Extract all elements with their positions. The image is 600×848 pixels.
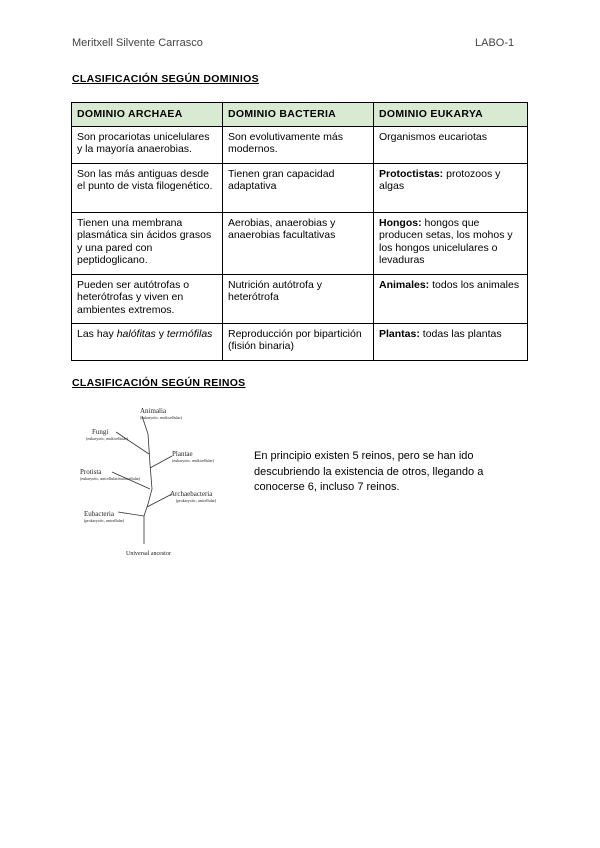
table-row [72, 274, 528, 323]
phylogenetic-tree [80, 404, 230, 566]
cell-eukarya [374, 274, 528, 323]
termofilas-term: termófilas [166, 327, 213, 340]
cell-archaea: Pueden ser autótrofas o heterótrofas y viven en ambientes extremos. [72, 274, 223, 323]
eukarya-desc: hongos que producen setas, los mohos y los hongos unicelulares o levaduras [379, 216, 513, 266]
cell-eukarya [374, 212, 528, 274]
eukarya-group: Protoctistas: [379, 167, 444, 180]
halofitas-term: halófitas [116, 327, 156, 340]
domains-section-title: CLASIFICACIÓN SEGÚN DOMINIOS [72, 73, 259, 85]
col-header-bacteria: DOMINIO BACTERIA [223, 103, 374, 127]
eukarya-desc: todos los animales [429, 278, 520, 291]
branch-archaebacteria [147, 494, 172, 507]
eukarya-desc: todas las plantas [419, 327, 502, 340]
branch-plantae [150, 456, 172, 468]
cell-archaea: Son procariotas unicelulares y la mayoría anaerobias. [72, 126, 223, 163]
node-fungi-sub: (eukaryotic, multicellular) [86, 436, 128, 441]
node-animalia: Animalia [140, 407, 167, 415]
node-animalia-sub: (eukaryotic, multicellular) [140, 415, 182, 420]
cell-archaea [72, 323, 223, 360]
cell-eukarya [374, 126, 528, 163]
archaea-text: Las hay [77, 327, 117, 340]
cell-eukarya [374, 323, 528, 360]
eukarya-group: Hongos: [379, 216, 422, 229]
eukarya-group: Plantas: [379, 327, 420, 340]
tree-root: Universal ancestor [126, 551, 171, 557]
node-eubacteria: Eubacteria [84, 510, 114, 518]
table-row [72, 163, 528, 212]
table-row [72, 212, 528, 274]
node-plantae-sub: (eukaryotic, multicellular) [172, 458, 214, 463]
eukarya-desc: Organismos eucariotas [379, 130, 487, 143]
kingdoms-section-title: CLASIFICACIÓN SEGÚN REINOS [72, 377, 246, 389]
kingdoms-paragraph: En principio existen 5 reinos, pero se han ido descubriendo la existencia de otros, llegando a conocerse 6, incluso 7 reinos. [254, 450, 484, 493]
cell-archaea: Tienen una membrana plasmática sin ácidos grasos y una pared con peptidoglicano. [72, 212, 223, 274]
archaea-conj: y [155, 327, 167, 340]
table-header-row [72, 103, 528, 127]
cell-eukarya [374, 163, 528, 212]
col-header-archaea: DOMINIO ARCHAEA [72, 103, 223, 127]
node-fungi: Fungi [92, 428, 109, 436]
eukarya-group: Animales: [379, 278, 430, 291]
node-eubacteria-sub: (prokaryotic, unicellular) [84, 518, 125, 523]
col-header-eukarya: DOMINIO EUKARYA [374, 103, 528, 127]
cell-bacteria: Son evolutivamente más modernos. [223, 126, 374, 163]
cell-bacteria: Tienen gran capacidad adaptativa [223, 163, 374, 212]
node-protista: Protista [80, 468, 102, 476]
cell-bacteria: Nutrición autótrofa y heterótrofa [223, 274, 374, 323]
table-row [72, 126, 528, 163]
header-author: Meritxell Silvente Carrasco [72, 37, 203, 49]
eukarya-desc: protozoos y algas [379, 167, 501, 192]
node-archaebacteria-sub: (prokaryotic, unicellular) [176, 498, 217, 503]
node-protista-sub: (eukaryotic, unicellular/multicellular) [80, 476, 141, 481]
cell-archaea: Son las más antiguas desde el punto de vista filogenético. [72, 163, 223, 212]
domains-table [71, 102, 528, 361]
node-archaebacteria: Archaebacteria [170, 490, 213, 498]
cell-bacteria: Aerobias, anaerobias y anaerobias facultativas [223, 212, 374, 274]
header-doc-code: LABO-1 [475, 37, 515, 49]
cell-bacteria: Reproducción por bipartición (fisión binaria) [223, 323, 374, 360]
kingdoms-tree-figure [80, 404, 230, 566]
tree-trunk [144, 434, 152, 544]
tree-labels [80, 407, 217, 557]
table-row [72, 323, 528, 360]
branch-eubacteria [118, 512, 144, 516]
node-plantae: Plantae [172, 450, 193, 458]
